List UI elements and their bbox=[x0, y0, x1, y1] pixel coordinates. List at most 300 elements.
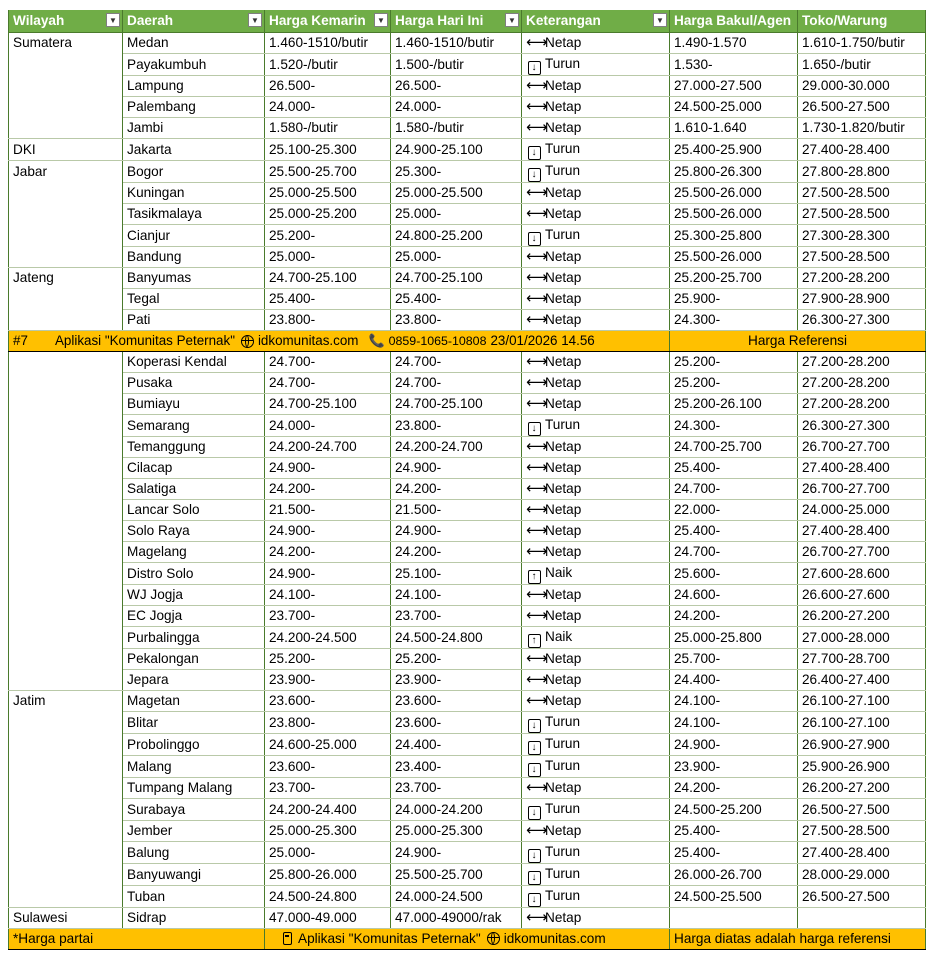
cell-keterangan[interactable] bbox=[522, 542, 670, 563]
cell-harga-bakul[interactable]: 24.600- bbox=[670, 585, 798, 606]
cell-harga-hari-ini[interactable]: 1.500-/butir bbox=[391, 54, 522, 76]
cell-toko-warung[interactable]: 27.500-28.500 bbox=[798, 821, 926, 842]
cell-harga-kemarin[interactable]: 1.460-1510/butir bbox=[265, 33, 391, 54]
cell-wilayah[interactable] bbox=[9, 97, 123, 118]
cell-keterangan[interactable] bbox=[522, 394, 670, 415]
cell-keterangan[interactable] bbox=[522, 479, 670, 500]
cell-harga-kemarin[interactable]: 25.000- bbox=[265, 247, 391, 268]
cell-keterangan[interactable] bbox=[522, 756, 670, 778]
cell-daerah[interactable]: Magetan bbox=[123, 691, 265, 712]
cell-keterangan[interactable] bbox=[522, 500, 670, 521]
cell-toko-warung[interactable]: 1.610-1.750/butir bbox=[798, 33, 926, 54]
cell-daerah[interactable]: Medan bbox=[123, 33, 265, 54]
cell-toko-warung[interactable]: 27.300-28.300 bbox=[798, 225, 926, 247]
cell-daerah[interactable]: Distro Solo bbox=[123, 563, 265, 585]
cell-toko-warung[interactable]: 1.730-1.820/butir bbox=[798, 118, 926, 139]
cell-daerah[interactable]: Magelang bbox=[123, 542, 265, 563]
cell-harga-hari-ini[interactable]: 23.700- bbox=[391, 606, 522, 627]
cell-toko-warung[interactable]: 26.100-27.100 bbox=[798, 712, 926, 734]
cell-daerah[interactable]: Pekalongan bbox=[123, 649, 265, 670]
cell-wilayah[interactable] bbox=[9, 778, 123, 799]
cell-daerah[interactable]: WJ Jogja bbox=[123, 585, 265, 606]
cell-keterangan[interactable] bbox=[522, 778, 670, 799]
cell-wilayah[interactable] bbox=[9, 415, 123, 437]
cell-keterangan[interactable] bbox=[522, 649, 670, 670]
cell-daerah[interactable]: Pati bbox=[123, 310, 265, 331]
cell-harga-bakul[interactable]: 25.200-25.700 bbox=[670, 268, 798, 289]
cell-toko-warung[interactable]: 27.000-28.000 bbox=[798, 627, 926, 649]
cell-daerah[interactable]: EC Jogja bbox=[123, 606, 265, 627]
cell-toko-warung[interactable]: 29.000-30.000 bbox=[798, 76, 926, 97]
cell-harga-kemarin[interactable]: 24.900- bbox=[265, 563, 391, 585]
cell-keterangan[interactable] bbox=[522, 268, 670, 289]
cell-daerah[interactable]: Jepara bbox=[123, 670, 265, 691]
cell-toko-warung[interactable]: 26.400-27.400 bbox=[798, 670, 926, 691]
cell-harga-bakul[interactable]: 25.500-26.000 bbox=[670, 204, 798, 225]
cell-wilayah[interactable] bbox=[9, 458, 123, 479]
cell-harga-kemarin[interactable]: 24.700-25.100 bbox=[265, 268, 391, 289]
cell-wilayah[interactable] bbox=[9, 563, 123, 585]
cell-harga-bakul[interactable]: 1.610-1.640 bbox=[670, 118, 798, 139]
cell-harga-bakul[interactable]: 25.400- bbox=[670, 821, 798, 842]
cell-wilayah[interactable]: Jatim bbox=[9, 691, 123, 712]
cell-toko-warung[interactable]: 26.700-27.700 bbox=[798, 437, 926, 458]
cell-harga-hari-ini[interactable]: 24.700-25.100 bbox=[391, 394, 522, 415]
cell-harga-hari-ini[interactable]: 23.400- bbox=[391, 756, 522, 778]
filter-dropdown-icon[interactable]: ▼ bbox=[505, 13, 519, 27]
cell-harga-hari-ini[interactable]: 24.900- bbox=[391, 842, 522, 864]
cell-daerah[interactable]: Cilacap bbox=[123, 458, 265, 479]
cell-harga-bakul[interactable]: 24.200- bbox=[670, 606, 798, 627]
cell-harga-hari-ini[interactable]: 24.400- bbox=[391, 734, 522, 756]
cell-harga-bakul[interactable]: 25.500-26.000 bbox=[670, 247, 798, 268]
cell-harga-bakul[interactable]: 24.900- bbox=[670, 734, 798, 756]
cell-toko-warung[interactable]: 27.400-28.400 bbox=[798, 842, 926, 864]
cell-daerah[interactable]: Palembang bbox=[123, 97, 265, 118]
cell-harga-hari-ini[interactable]: 21.500- bbox=[391, 500, 522, 521]
cell-daerah[interactable]: Tumpang Malang bbox=[123, 778, 265, 799]
cell-harga-hari-ini[interactable]: 24.000-24.500 bbox=[391, 886, 522, 908]
cell-harga-kemarin[interactable]: 24.700- bbox=[265, 352, 391, 373]
cell-wilayah[interactable]: Sulawesi bbox=[9, 908, 123, 929]
cell-daerah[interactable]: Bogor bbox=[123, 161, 265, 183]
cell-keterangan[interactable] bbox=[522, 118, 670, 139]
cell-harga-bakul[interactable]: 24.500-25.500 bbox=[670, 886, 798, 908]
cell-harga-hari-ini[interactable]: 25.500-25.700 bbox=[391, 864, 522, 886]
cell-keterangan[interactable] bbox=[522, 225, 670, 247]
cell-harga-kemarin[interactable]: 24.100- bbox=[265, 585, 391, 606]
table-row bbox=[9, 479, 926, 500]
cell-keterangan[interactable] bbox=[522, 161, 670, 183]
cell-toko-warung[interactable]: 27.500-28.500 bbox=[798, 247, 926, 268]
cell-harga-kemarin[interactable]: 25.200- bbox=[265, 649, 391, 670]
cell-wilayah[interactable]: DKI bbox=[9, 139, 123, 161]
cell-toko-warung[interactable]: 26.500-27.500 bbox=[798, 799, 926, 821]
cell-wilayah[interactable] bbox=[9, 225, 123, 247]
cell-harga-kemarin[interactable]: 25.500-25.700 bbox=[265, 161, 391, 183]
cell-harga-hari-ini[interactable]: 24.800-25.200 bbox=[391, 225, 522, 247]
cell-toko-warung[interactable]: 26.300-27.300 bbox=[798, 310, 926, 331]
cell-harga-bakul[interactable]: 24.300- bbox=[670, 310, 798, 331]
cell-wilayah[interactable] bbox=[9, 649, 123, 670]
cell-toko-warung[interactable]: 27.200-28.200 bbox=[798, 373, 926, 394]
cell-harga-bakul[interactable]: 22.000- bbox=[670, 500, 798, 521]
cell-daerah[interactable]: Probolinggo bbox=[123, 734, 265, 756]
cell-wilayah[interactable] bbox=[9, 521, 123, 542]
footer-row bbox=[9, 929, 926, 950]
cell-daerah[interactable]: Blitar bbox=[123, 712, 265, 734]
cell-harga-kemarin[interactable]: 23.900- bbox=[265, 670, 391, 691]
cell-harga-bakul[interactable]: 1.490-1.570 bbox=[670, 33, 798, 54]
table-row bbox=[9, 886, 926, 908]
cell-daerah[interactable]: Solo Raya bbox=[123, 521, 265, 542]
cell-wilayah[interactable] bbox=[9, 756, 123, 778]
cell-wilayah[interactable]: Jateng bbox=[9, 268, 123, 289]
cell-toko-warung[interactable]: 26.500-27.500 bbox=[798, 97, 926, 118]
cell-harga-kemarin[interactable]: 26.500- bbox=[265, 76, 391, 97]
cell-toko-warung[interactable]: 27.200-28.200 bbox=[798, 268, 926, 289]
cell-harga-hari-ini[interactable]: 25.000- bbox=[391, 204, 522, 225]
cell-harga-hari-ini[interactable]: 24.200-24.700 bbox=[391, 437, 522, 458]
cell-keterangan[interactable] bbox=[522, 521, 670, 542]
cell-harga-kemarin[interactable]: 24.000- bbox=[265, 415, 391, 437]
left-right-arrow-icon: ⟷ bbox=[526, 374, 548, 391]
cell-toko-warung[interactable]: 26.200-27.200 bbox=[798, 606, 926, 627]
cell-toko-warung[interactable]: 27.800-28.800 bbox=[798, 161, 926, 183]
cell-wilayah[interactable] bbox=[9, 712, 123, 734]
cell-toko-warung[interactable]: 26.100-27.100 bbox=[798, 691, 926, 712]
cell-harga-kemarin[interactable]: 1.520-/butir bbox=[265, 54, 391, 76]
cell-toko-warung[interactable]: 27.500-28.500 bbox=[798, 204, 926, 225]
cell-keterangan[interactable] bbox=[522, 310, 670, 331]
cell-harga-kemarin[interactable]: 25.000- bbox=[265, 842, 391, 864]
cell-wilayah[interactable] bbox=[9, 842, 123, 864]
cell-harga-bakul[interactable]: 25.400-25.900 bbox=[670, 139, 798, 161]
cell-harga-kemarin[interactable]: 23.600- bbox=[265, 756, 391, 778]
cell-toko-warung[interactable]: 24.000-25.000 bbox=[798, 500, 926, 521]
cell-harga-hari-ini[interactable]: 24.900-25.100 bbox=[391, 139, 522, 161]
cell-harga-kemarin[interactable]: 47.000-49.000 bbox=[265, 908, 391, 929]
cell-harga-kemarin[interactable]: 24.900- bbox=[265, 521, 391, 542]
cell-harga-hari-ini[interactable]: 23.900- bbox=[391, 670, 522, 691]
cell-keterangan[interactable] bbox=[522, 139, 670, 161]
cell-wilayah[interactable] bbox=[9, 437, 123, 458]
cell-keterangan[interactable] bbox=[522, 712, 670, 734]
cell-toko-warung[interactable]: 27.400-28.400 bbox=[798, 521, 926, 542]
cell-daerah[interactable]: Balung bbox=[123, 842, 265, 864]
cell-harga-bakul[interactable]: 25.400- bbox=[670, 521, 798, 542]
cell-harga-bakul[interactable]: 1.530- bbox=[670, 54, 798, 76]
cell-harga-hari-ini[interactable]: 24.200- bbox=[391, 479, 522, 500]
cell-daerah[interactable]: Sidrap bbox=[123, 908, 265, 929]
cell-harga-kemarin[interactable]: 24.700- bbox=[265, 373, 391, 394]
cell-daerah[interactable]: Lancar Solo bbox=[123, 500, 265, 521]
cell-wilayah[interactable] bbox=[9, 670, 123, 691]
cell-harga-kemarin[interactable]: 24.600-25.000 bbox=[265, 734, 391, 756]
cell-toko-warung[interactable]: 27.600-28.600 bbox=[798, 563, 926, 585]
cell-keterangan[interactable] bbox=[522, 373, 670, 394]
cell-harga-hari-ini[interactable]: 25.000-25.500 bbox=[391, 183, 522, 204]
cell-toko-warung[interactable]: 28.000-29.000 bbox=[798, 864, 926, 886]
cell-toko-warung[interactable]: 27.400-28.400 bbox=[798, 139, 926, 161]
cell-toko-warung[interactable]: 26.200-27.200 bbox=[798, 778, 926, 799]
cell-keterangan[interactable] bbox=[522, 183, 670, 204]
cell-harga-kemarin[interactable]: 25.200- bbox=[265, 225, 391, 247]
cell-harga-hari-ini[interactable]: 24.700- bbox=[391, 373, 522, 394]
cell-harga-kemarin[interactable]: 1.580-/butir bbox=[265, 118, 391, 139]
cell-keterangan[interactable] bbox=[522, 842, 670, 864]
cell-harga-hari-ini[interactable]: 25.400- bbox=[391, 289, 522, 310]
cell-keterangan[interactable] bbox=[522, 627, 670, 649]
cell-harga-hari-ini[interactable]: 24.900- bbox=[391, 458, 522, 479]
filter-dropdown-icon[interactable]: ▼ bbox=[374, 13, 388, 27]
cell-keterangan[interactable] bbox=[522, 821, 670, 842]
cell-daerah[interactable]: Koperasi Kendal bbox=[123, 352, 265, 373]
cell-wilayah[interactable] bbox=[9, 247, 123, 268]
cell-keterangan[interactable] bbox=[522, 33, 670, 54]
cell-wilayah[interactable] bbox=[9, 585, 123, 606]
cell-wilayah[interactable] bbox=[9, 373, 123, 394]
cell-keterangan[interactable] bbox=[522, 247, 670, 268]
cell-wilayah[interactable] bbox=[9, 310, 123, 331]
cell-harga-hari-ini[interactable]: 23.800- bbox=[391, 415, 522, 437]
cell-harga-hari-ini[interactable]: 47.000-49000/rak bbox=[391, 908, 522, 929]
cell-harga-hari-ini[interactable]: 25.200- bbox=[391, 649, 522, 670]
cell-daerah[interactable]: Payakumbuh bbox=[123, 54, 265, 76]
cell-daerah[interactable]: Bumiayu bbox=[123, 394, 265, 415]
cell-keterangan[interactable] bbox=[522, 437, 670, 458]
cell-daerah[interactable]: Purbalingga bbox=[123, 627, 265, 649]
cell-wilayah[interactable] bbox=[9, 204, 123, 225]
cell-daerah[interactable]: Semarang bbox=[123, 415, 265, 437]
cell-harga-hari-ini[interactable]: 24.000- bbox=[391, 97, 522, 118]
cell-daerah[interactable]: Lampung bbox=[123, 76, 265, 97]
cell-daerah[interactable]: Salatiga bbox=[123, 479, 265, 500]
cell-harga-kemarin[interactable]: 24.200-24.400 bbox=[265, 799, 391, 821]
cell-wilayah[interactable] bbox=[9, 479, 123, 500]
cell-daerah[interactable]: Malang bbox=[123, 756, 265, 778]
cell-keterangan[interactable] bbox=[522, 289, 670, 310]
cell-daerah[interactable]: Banyumas bbox=[123, 268, 265, 289]
left-right-arrow-icon: ⟷ bbox=[526, 522, 548, 539]
cell-toko-warung[interactable]: 26.500-27.500 bbox=[798, 886, 926, 908]
cell-harga-bakul[interactable]: 25.400- bbox=[670, 842, 798, 864]
calculator-icon bbox=[283, 932, 292, 945]
cell-wilayah[interactable] bbox=[9, 627, 123, 649]
cell-harga-bakul[interactable]: 24.700- bbox=[670, 542, 798, 563]
cell-wilayah[interactable] bbox=[9, 183, 123, 204]
cell-daerah[interactable]: Kuningan bbox=[123, 183, 265, 204]
cell-daerah[interactable]: Tegal bbox=[123, 289, 265, 310]
cell-harga-hari-ini[interactable]: 25.100- bbox=[391, 563, 522, 585]
cell-harga-hari-ini[interactable]: 23.600- bbox=[391, 712, 522, 734]
cell-harga-kemarin[interactable]: 23.700- bbox=[265, 606, 391, 627]
cell-toko-warung[interactable]: 27.200-28.200 bbox=[798, 352, 926, 373]
cell-daerah[interactable]: Bandung bbox=[123, 247, 265, 268]
cell-wilayah[interactable] bbox=[9, 542, 123, 563]
cell-keterangan[interactable] bbox=[522, 799, 670, 821]
filter-dropdown-icon[interactable]: ▼ bbox=[653, 13, 667, 27]
cell-harga-hari-ini[interactable]: 1.580-/butir bbox=[391, 118, 522, 139]
cell-wilayah[interactable] bbox=[9, 76, 123, 97]
filter-dropdown-icon[interactable]: ▼ bbox=[106, 13, 120, 27]
cell-toko-warung[interactable]: 27.500-28.500 bbox=[798, 183, 926, 204]
cell-harga-kemarin[interactable]: 25.100-25.300 bbox=[265, 139, 391, 161]
cell-keterangan[interactable] bbox=[522, 97, 670, 118]
cell-harga-hari-ini[interactable]: 24.500-24.800 bbox=[391, 627, 522, 649]
cell-keterangan[interactable] bbox=[522, 670, 670, 691]
cell-harga-bakul[interactable] bbox=[670, 908, 798, 929]
cell-keterangan[interactable] bbox=[522, 204, 670, 225]
cell-harga-bakul[interactable]: 24.500-25.200 bbox=[670, 799, 798, 821]
cell-harga-kemarin[interactable]: 25.000-25.200 bbox=[265, 204, 391, 225]
cell-harga-kemarin[interactable]: 23.700- bbox=[265, 778, 391, 799]
cell-harga-bakul[interactable]: 25.700- bbox=[670, 649, 798, 670]
cell-harga-bakul[interactable]: 25.600- bbox=[670, 563, 798, 585]
cell-harga-kemarin[interactable]: 24.900- bbox=[265, 458, 391, 479]
cell-harga-bakul[interactable]: 25.500-26.000 bbox=[670, 183, 798, 204]
cell-harga-bakul[interactable]: 26.000-26.700 bbox=[670, 864, 798, 886]
cell-toko-warung[interactable]: 26.600-27.600 bbox=[798, 585, 926, 606]
cell-harga-bakul[interactable]: 25.900- bbox=[670, 289, 798, 310]
cell-harga-kemarin[interactable]: 23.800- bbox=[265, 712, 391, 734]
cell-wilayah[interactable] bbox=[9, 289, 123, 310]
cell-keterangan[interactable] bbox=[522, 458, 670, 479]
cell-toko-warung[interactable] bbox=[798, 908, 926, 929]
cell-wilayah[interactable] bbox=[9, 821, 123, 842]
cell-wilayah[interactable] bbox=[9, 799, 123, 821]
cell-toko-warung[interactable]: 26.700-27.700 bbox=[798, 542, 926, 563]
cell-harga-hari-ini[interactable]: 24.100- bbox=[391, 585, 522, 606]
cell-daerah[interactable]: Pusaka bbox=[123, 373, 265, 394]
cell-harga-bakul[interactable]: 25.200- bbox=[670, 373, 798, 394]
cell-harga-bakul[interactable]: 24.100- bbox=[670, 691, 798, 712]
cell-harga-hari-ini[interactable]: 25.000-25.300 bbox=[391, 821, 522, 842]
cell-harga-kemarin[interactable]: 24.200- bbox=[265, 479, 391, 500]
cell-keterangan[interactable] bbox=[522, 585, 670, 606]
cell-daerah[interactable]: Tasikmalaya bbox=[123, 204, 265, 225]
cell-harga-bakul[interactable]: 24.300- bbox=[670, 415, 798, 437]
cell-daerah[interactable]: Banyuwangi bbox=[123, 864, 265, 886]
cell-harga-hari-ini[interactable]: 24.700-25.100 bbox=[391, 268, 522, 289]
cell-harga-bakul[interactable]: 24.200- bbox=[670, 778, 798, 799]
filter-dropdown-icon[interactable]: ▼ bbox=[248, 13, 262, 27]
cell-wilayah[interactable] bbox=[9, 500, 123, 521]
cell-harga-kemarin[interactable]: 25.800-26.000 bbox=[265, 864, 391, 886]
cell-harga-kemarin[interactable]: 24.000- bbox=[265, 97, 391, 118]
cell-keterangan[interactable] bbox=[522, 691, 670, 712]
cell-wilayah[interactable] bbox=[9, 394, 123, 415]
cell-keterangan[interactable] bbox=[522, 886, 670, 908]
cell-toko-warung[interactable]: 27.400-28.400 bbox=[798, 458, 926, 479]
cell-toko-warung[interactable]: 26.700-27.700 bbox=[798, 479, 926, 500]
cell-harga-kemarin[interactable]: 24.200-24.500 bbox=[265, 627, 391, 649]
cell-harga-bakul[interactable]: 24.100- bbox=[670, 712, 798, 734]
cell-harga-hari-ini[interactable]: 23.600- bbox=[391, 691, 522, 712]
cell-keterangan[interactable] bbox=[522, 415, 670, 437]
cell-harga-bakul[interactable]: 25.000-25.800 bbox=[670, 627, 798, 649]
cell-wilayah[interactable]: Jabar bbox=[9, 161, 123, 183]
cell-harga-kemarin[interactable]: 25.000-25.500 bbox=[265, 183, 391, 204]
cell-harga-bakul[interactable]: 25.400- bbox=[670, 458, 798, 479]
cell-wilayah[interactable] bbox=[9, 606, 123, 627]
cell-harga-kemarin[interactable]: 25.000-25.300 bbox=[265, 821, 391, 842]
cell-harga-hari-ini[interactable]: 23.800- bbox=[391, 310, 522, 331]
cell-daerah[interactable]: Cianjur bbox=[123, 225, 265, 247]
cell-toko-warung[interactable]: 25.900-26.900 bbox=[798, 756, 926, 778]
cell-toko-warung[interactable]: 26.300-27.300 bbox=[798, 415, 926, 437]
cell-keterangan[interactable] bbox=[522, 734, 670, 756]
cell-toko-warung[interactable]: 27.900-28.900 bbox=[798, 289, 926, 310]
cell-keterangan[interactable] bbox=[522, 352, 670, 373]
cell-harga-hari-ini[interactable]: 1.460-1510/butir bbox=[391, 33, 522, 54]
cell-wilayah[interactable] bbox=[9, 352, 123, 373]
cell-harga-kemarin[interactable]: 23.600- bbox=[265, 691, 391, 712]
cell-harga-kemarin[interactable]: 24.200-24.700 bbox=[265, 437, 391, 458]
cell-harga-bakul[interactable]: 24.700- bbox=[670, 479, 798, 500]
cell-wilayah[interactable]: Sumatera bbox=[9, 33, 123, 54]
cell-keterangan[interactable] bbox=[522, 606, 670, 627]
cell-harga-bakul[interactable]: 24.500-25.000 bbox=[670, 97, 798, 118]
cell-toko-warung[interactable]: 27.200-28.200 bbox=[798, 394, 926, 415]
cell-wilayah[interactable] bbox=[9, 54, 123, 76]
cell-harga-hari-ini[interactable]: 24.200- bbox=[391, 542, 522, 563]
cell-keterangan[interactable] bbox=[522, 54, 670, 76]
cell-harga-kemarin[interactable]: 24.200- bbox=[265, 542, 391, 563]
cell-harga-bakul[interactable]: 25.300-25.800 bbox=[670, 225, 798, 247]
cell-wilayah[interactable] bbox=[9, 118, 123, 139]
cell-harga-hari-ini[interactable]: 24.000-24.200 bbox=[391, 799, 522, 821]
cell-keterangan[interactable] bbox=[522, 76, 670, 97]
cell-harga-bakul[interactable]: 27.000-27.500 bbox=[670, 76, 798, 97]
cell-daerah[interactable]: Temanggung bbox=[123, 437, 265, 458]
cell-harga-hari-ini[interactable]: 25.000- bbox=[391, 247, 522, 268]
cell-harga-hari-ini[interactable]: 24.700- bbox=[391, 352, 522, 373]
cell-toko-warung[interactable]: 26.900-27.900 bbox=[798, 734, 926, 756]
cell-keterangan[interactable] bbox=[522, 563, 670, 585]
cell-harga-bakul[interactable]: 24.700-25.700 bbox=[670, 437, 798, 458]
cell-daerah[interactable]: Jakarta bbox=[123, 139, 265, 161]
cell-daerah[interactable]: Tuban bbox=[123, 886, 265, 908]
cell-keterangan[interactable] bbox=[522, 908, 670, 929]
cell-harga-bakul[interactable]: 24.400- bbox=[670, 670, 798, 691]
cell-harga-hari-ini[interactable]: 26.500- bbox=[391, 76, 522, 97]
cell-harga-bakul[interactable]: 23.900- bbox=[670, 756, 798, 778]
cell-harga-bakul[interactable]: 25.200- bbox=[670, 352, 798, 373]
cell-harga-kemarin[interactable]: 21.500- bbox=[265, 500, 391, 521]
cell-daerah[interactable]: Jember bbox=[123, 821, 265, 842]
footer-center bbox=[265, 929, 670, 950]
cell-wilayah[interactable] bbox=[9, 886, 123, 908]
cell-harga-kemarin[interactable]: 24.700-25.100 bbox=[265, 394, 391, 415]
cell-toko-warung[interactable]: 1.650-/butir bbox=[798, 54, 926, 76]
cell-harga-hari-ini[interactable]: 25.300- bbox=[391, 161, 522, 183]
keterangan-label: Turun bbox=[545, 801, 581, 816]
cell-keterangan[interactable] bbox=[522, 864, 670, 886]
cell-wilayah[interactable] bbox=[9, 734, 123, 756]
cell-harga-bakul[interactable]: 25.800-26.300 bbox=[670, 161, 798, 183]
cell-toko-warung[interactable]: 27.700-28.700 bbox=[798, 649, 926, 670]
cell-wilayah[interactable] bbox=[9, 864, 123, 886]
cell-harga-kemarin[interactable]: 24.500-24.800 bbox=[265, 886, 391, 908]
cell-daerah[interactable]: Jambi bbox=[123, 118, 265, 139]
cell-harga-kemarin[interactable]: 25.400- bbox=[265, 289, 391, 310]
cell-harga-hari-ini[interactable]: 24.900- bbox=[391, 521, 522, 542]
cell-daerah[interactable]: Surabaya bbox=[123, 799, 265, 821]
cell-harga-kemarin[interactable]: 23.800- bbox=[265, 310, 391, 331]
cell-harga-bakul[interactable]: 25.200-26.100 bbox=[670, 394, 798, 415]
cell-harga-hari-ini[interactable]: 23.700- bbox=[391, 778, 522, 799]
